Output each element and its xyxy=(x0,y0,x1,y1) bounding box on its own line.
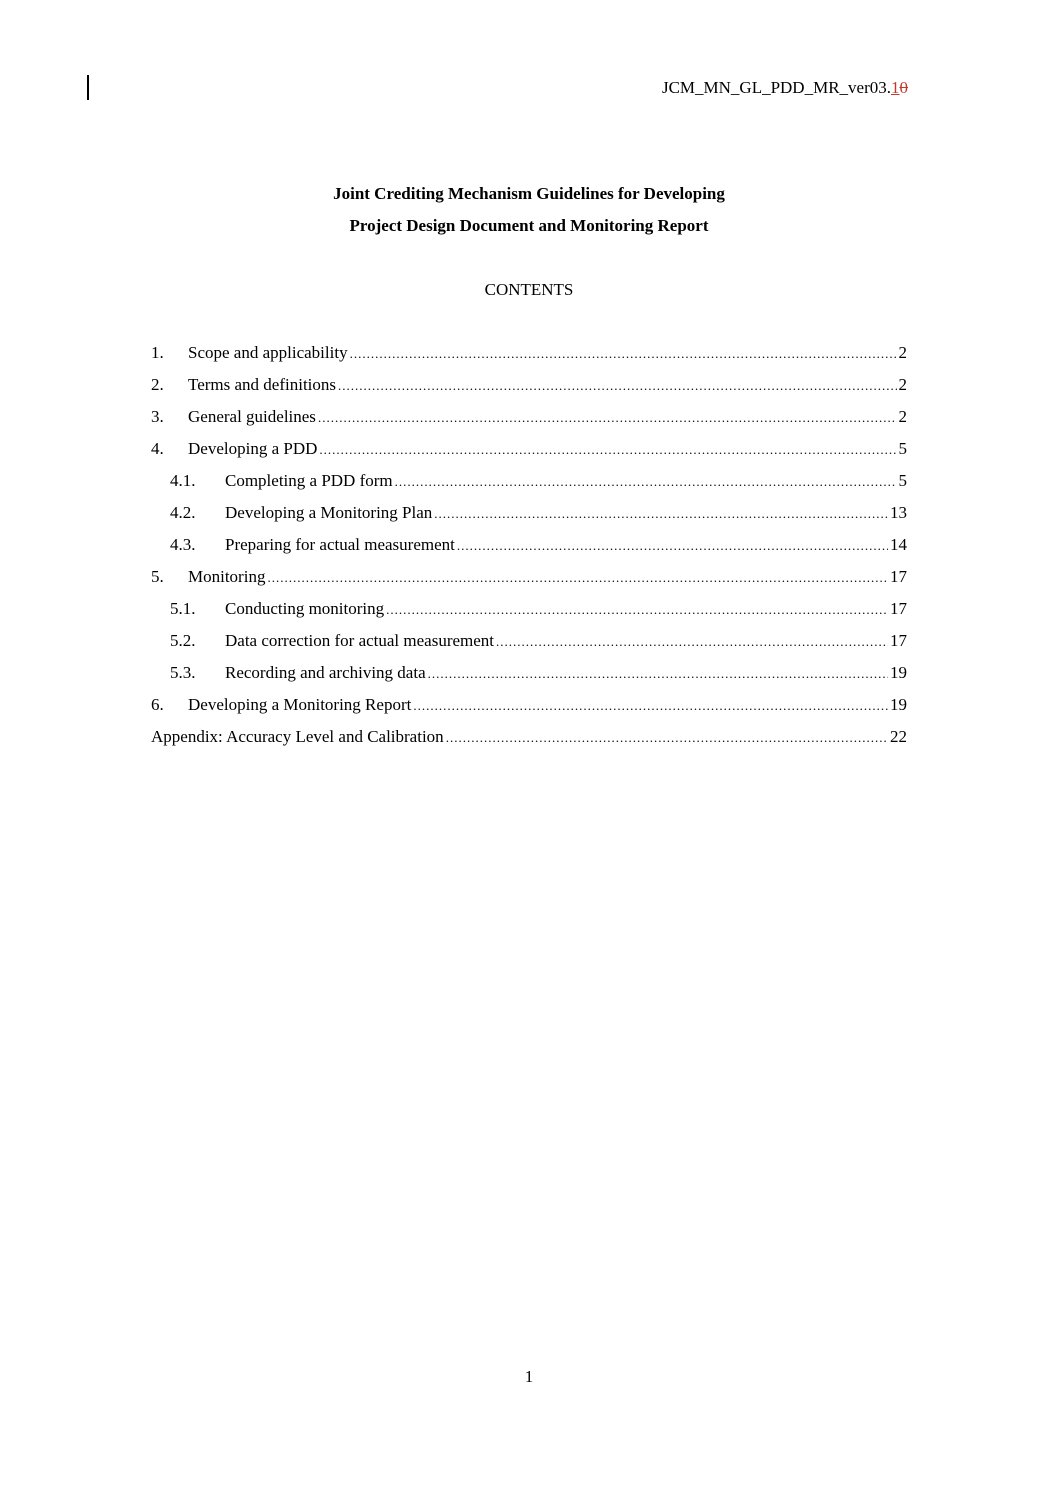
toc-dot-leader xyxy=(413,694,888,717)
toc-entry-page: 17 xyxy=(890,567,907,586)
toc-entry-number: 2. xyxy=(151,375,164,394)
page-number: 1 xyxy=(524,1367,534,1386)
toc-entry-number: 4.2. xyxy=(170,503,196,522)
toc-subentry[interactable] xyxy=(151,630,907,662)
toc-entry-page: 14 xyxy=(890,535,907,554)
document-id xyxy=(662,78,908,98)
toc-entry-page: 2 xyxy=(898,375,907,394)
toc-dot-leader xyxy=(496,630,888,653)
toc-dot-leader xyxy=(338,374,896,397)
toc-entry-label: Completing a PDD form xyxy=(225,471,393,490)
toc-appendix-entry[interactable] xyxy=(151,726,907,758)
toc-entry[interactable] xyxy=(151,342,907,374)
doc-id-inserted-revision: 1 xyxy=(891,78,900,97)
document-title-line2: Project Design Document and Monitoring Report xyxy=(349,216,709,235)
toc-dot-leader xyxy=(434,502,888,525)
toc-entry-page: 5 xyxy=(898,471,907,490)
toc-entry-number: 6. xyxy=(151,695,164,714)
toc-entry-number: 3. xyxy=(151,407,164,426)
toc-entry-number: 1. xyxy=(151,343,164,362)
toc-entry-page: 17 xyxy=(890,631,907,650)
toc-entry-page: 2 xyxy=(898,407,907,426)
toc-entry-number: 5.1. xyxy=(170,599,196,618)
toc-entry[interactable] xyxy=(151,438,907,470)
revision-change-bar xyxy=(87,75,89,100)
toc-subentry[interactable] xyxy=(151,598,907,630)
toc-dot-leader xyxy=(446,726,888,749)
toc-dot-leader xyxy=(386,598,888,621)
toc-entry-number: 4.3. xyxy=(170,535,196,554)
toc-entry-label: Scope and applicability xyxy=(188,343,348,362)
toc-dot-leader xyxy=(319,438,896,461)
toc-entry-page: 5 xyxy=(898,439,907,458)
toc-entry-number: 4.1. xyxy=(170,471,196,490)
toc-entry-page: 2 xyxy=(898,343,907,362)
toc-entry[interactable] xyxy=(151,374,907,406)
toc-subentry[interactable] xyxy=(151,470,907,502)
toc-entry[interactable] xyxy=(151,406,907,438)
toc-entry-page: 19 xyxy=(890,663,907,682)
toc-entry-label: General guidelines xyxy=(188,407,316,426)
toc-entry-label: Recording and archiving data xyxy=(225,663,426,682)
toc-entry-number: 5.2. xyxy=(170,631,196,650)
toc-dot-leader xyxy=(350,342,897,365)
toc-dot-leader xyxy=(457,534,888,557)
toc-entry-label: Preparing for actual measurement xyxy=(225,535,455,554)
toc-entry-label: Monitoring xyxy=(188,567,266,586)
toc-entry-label: Data correction for actual measurement xyxy=(225,631,495,650)
toc-dot-leader xyxy=(428,662,888,685)
toc-entry-number: 4. xyxy=(151,439,164,458)
toc-entry-number: 5.3. xyxy=(170,663,196,682)
doc-id-deleted-revision: 0 xyxy=(899,78,908,97)
toc-entry-label: Developing a Monitoring Plan xyxy=(225,503,433,522)
toc-entry-label: Developing a PDD xyxy=(188,439,318,458)
toc-entry[interactable] xyxy=(151,694,907,726)
toc-dot-leader xyxy=(395,470,897,493)
toc-entry-page: 13 xyxy=(890,503,907,522)
toc-entry-number: 5. xyxy=(151,567,164,586)
toc-entry-page: 22 xyxy=(890,727,907,746)
toc-entry-label: Appendix: Accuracy Level and Calibration xyxy=(151,727,444,746)
toc-subentry[interactable] xyxy=(151,502,907,534)
toc-entry-label: Developing a Monitoring Report xyxy=(188,695,412,714)
document-title-line1: Joint Crediting Mechanism Guidelines for Developing xyxy=(333,184,725,203)
toc-entry[interactable] xyxy=(151,566,907,598)
doc-id-prefix: JCM_MN_GL_PDD_MR_ver03. xyxy=(661,78,891,97)
toc-entry-page: 17 xyxy=(890,599,907,618)
toc-subentry[interactable] xyxy=(151,662,907,694)
toc-subentry[interactable] xyxy=(151,534,907,566)
table-of-contents xyxy=(151,342,907,758)
toc-dot-leader xyxy=(267,566,888,589)
toc-entry-label: Terms and definitions xyxy=(188,375,337,394)
contents-heading: CONTENTS xyxy=(484,280,574,299)
toc-entry-label: Conducting monitoring xyxy=(225,599,385,618)
toc-entry-page: 19 xyxy=(890,695,907,714)
toc-dot-leader xyxy=(318,406,897,429)
